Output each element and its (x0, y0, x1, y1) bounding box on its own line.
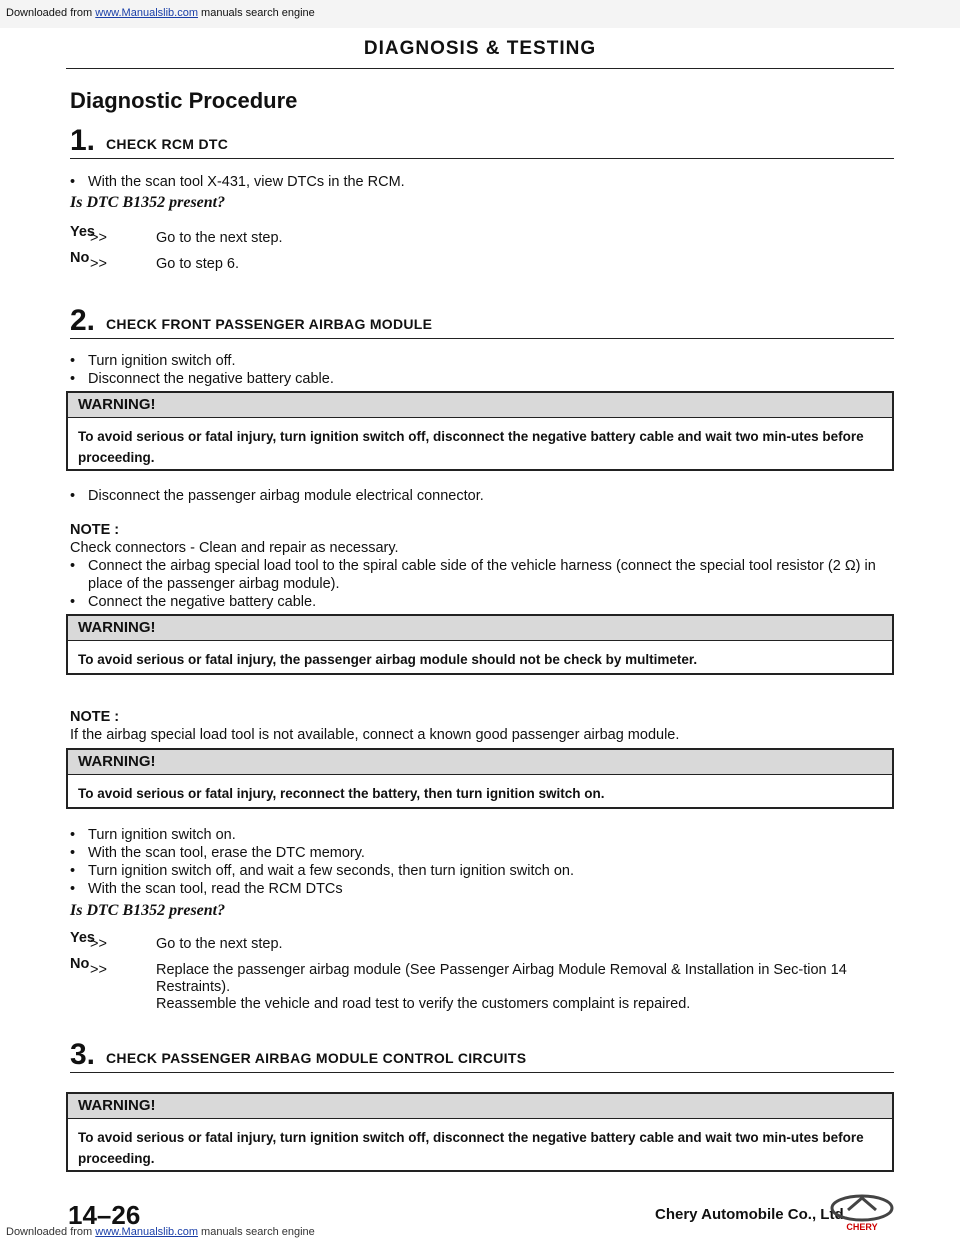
banner-prefix: Downloaded from (6, 1226, 96, 1238)
warning-body: To avoid serious or fatal injury, turn ignition switch off, disconnect the negative battery cable and wait two min-utes before proceeding. (78, 1130, 864, 1166)
step-number: 2. (70, 304, 96, 337)
manualslib-link[interactable]: www.Manualslib.com (95, 1226, 198, 1238)
warning-body: To avoid serious or fatal injury, the passenger airbag module should not be check by multimeter. (78, 652, 698, 667)
no-label: No (70, 250, 90, 266)
step-1-bullets (70, 173, 894, 191)
yes-label: Yes (70, 224, 95, 240)
logo-text: CHERY (846, 1222, 878, 1232)
warning-box (66, 748, 894, 809)
footer-download-text (6, 1226, 315, 1238)
warning-header: WARNING! (68, 393, 892, 418)
no-text-line-2: Reassemble the vehicle and road test to verify the customers complaint is repaired. (156, 996, 691, 1012)
list-item: • With the scan tool, read the RCM DTCs (70, 880, 894, 898)
note-label: NOTE : (70, 522, 120, 538)
arrow-icon: >> (90, 936, 107, 952)
note-block (70, 708, 894, 744)
note-text: Check connectors - Clean and repair as necessary. (70, 540, 399, 556)
step-number: 1. (70, 124, 96, 157)
arrow-icon: >> (90, 256, 107, 272)
step-2-no (70, 956, 894, 1016)
step-1-yes (70, 224, 894, 244)
download-banner-text (6, 7, 315, 19)
header-divider (66, 68, 894, 69)
warning-body: To avoid serious or fatal injury, reconnect the battery, then turn ignition switch on. (78, 786, 605, 801)
no-text-line-1: Replace the passenger airbag module (See Passenger Airbag Module Removal & Installation in Sec-tion 14 Restraints). (156, 962, 847, 995)
list-item: • Connect the negative battery cable. (70, 593, 894, 611)
banner-suffix: manuals search engine (197, 7, 315, 19)
warning-header: WARNING! (68, 750, 892, 775)
list-item: • Turn ignition switch off, and wait a few seconds, then turn ignition switch on. (70, 862, 894, 880)
warning-box (66, 391, 894, 471)
list-item: • Connect the airbag special load tool to the spiral cable side of the vehicle harness (connect the special tool resistor (2 Ω) in place of the passenger airbag module). (70, 557, 894, 593)
page-number: 14–26 (68, 1200, 141, 1230)
step-2-bullets-b (70, 487, 894, 505)
chery-logo-icon (828, 1192, 896, 1232)
banner-prefix: Downloaded from (6, 7, 96, 19)
list-item: • With the scan tool X-431, view DTCs in the RCM. (70, 173, 894, 191)
manualslib-link[interactable]: www.Manualslib.com (95, 7, 198, 19)
banner-suffix: manuals search engine (197, 1226, 315, 1238)
section-header: DIAGNOSIS & TESTING (363, 38, 597, 59)
step-2-heading (70, 304, 894, 339)
step-1-heading (70, 124, 894, 159)
step-title: CHECK RCM DTC (106, 136, 229, 152)
arrow-icon: >> (90, 962, 107, 978)
no-label: No (70, 956, 90, 972)
yes-text: Go to the next step. (156, 936, 283, 952)
no-text: Go to step 6. (156, 256, 240, 272)
step-title: CHECK FRONT PASSENGER AIRBAG MODULE (106, 316, 433, 332)
page-title: Diagnostic Procedure (70, 88, 298, 113)
step-2-question: Is DTC B1352 present? (70, 902, 226, 919)
step-2-yes (70, 930, 894, 950)
warning-body: To avoid serious or fatal injury, turn ignition switch off, disconnect the negative battery cable and wait two min-utes before proceeding. (78, 429, 864, 465)
list-item: • Disconnect the negative battery cable. (70, 370, 894, 388)
warning-header: WARNING! (68, 616, 892, 641)
yes-text: Go to the next step. (156, 230, 283, 246)
arrow-icon: >> (90, 230, 107, 246)
step-title: CHECK PASSENGER AIRBAG MODULE CONTROL CIRCUITS (106, 1050, 527, 1066)
step-number: 3. (70, 1038, 96, 1071)
list-item: • Turn ignition switch off. (70, 352, 894, 370)
yes-label: Yes (70, 930, 95, 946)
list-item: • With the scan tool, erase the DTC memory. (70, 844, 894, 862)
step-2-bullets-a (70, 352, 894, 388)
note-label: NOTE : (70, 709, 120, 725)
warning-box (66, 1092, 894, 1172)
note-text: If the airbag special load tool is not available, connect a known good passenger airbag module. (70, 727, 680, 743)
no-text (156, 962, 882, 1013)
step-1-no (70, 250, 894, 270)
step-2-bullets-d (70, 826, 894, 898)
list-item: • Disconnect the passenger airbag module electrical connector. (70, 487, 894, 505)
list-item: • Turn ignition switch on. (70, 826, 894, 844)
company-name: Chery Automobile Co., Ltd. (655, 1206, 848, 1223)
warning-box (66, 614, 894, 675)
step-3-heading (70, 1038, 894, 1073)
step-1-question: Is DTC B1352 present? (70, 194, 226, 211)
note-block (70, 521, 894, 611)
warning-header: WARNING! (68, 1094, 892, 1119)
